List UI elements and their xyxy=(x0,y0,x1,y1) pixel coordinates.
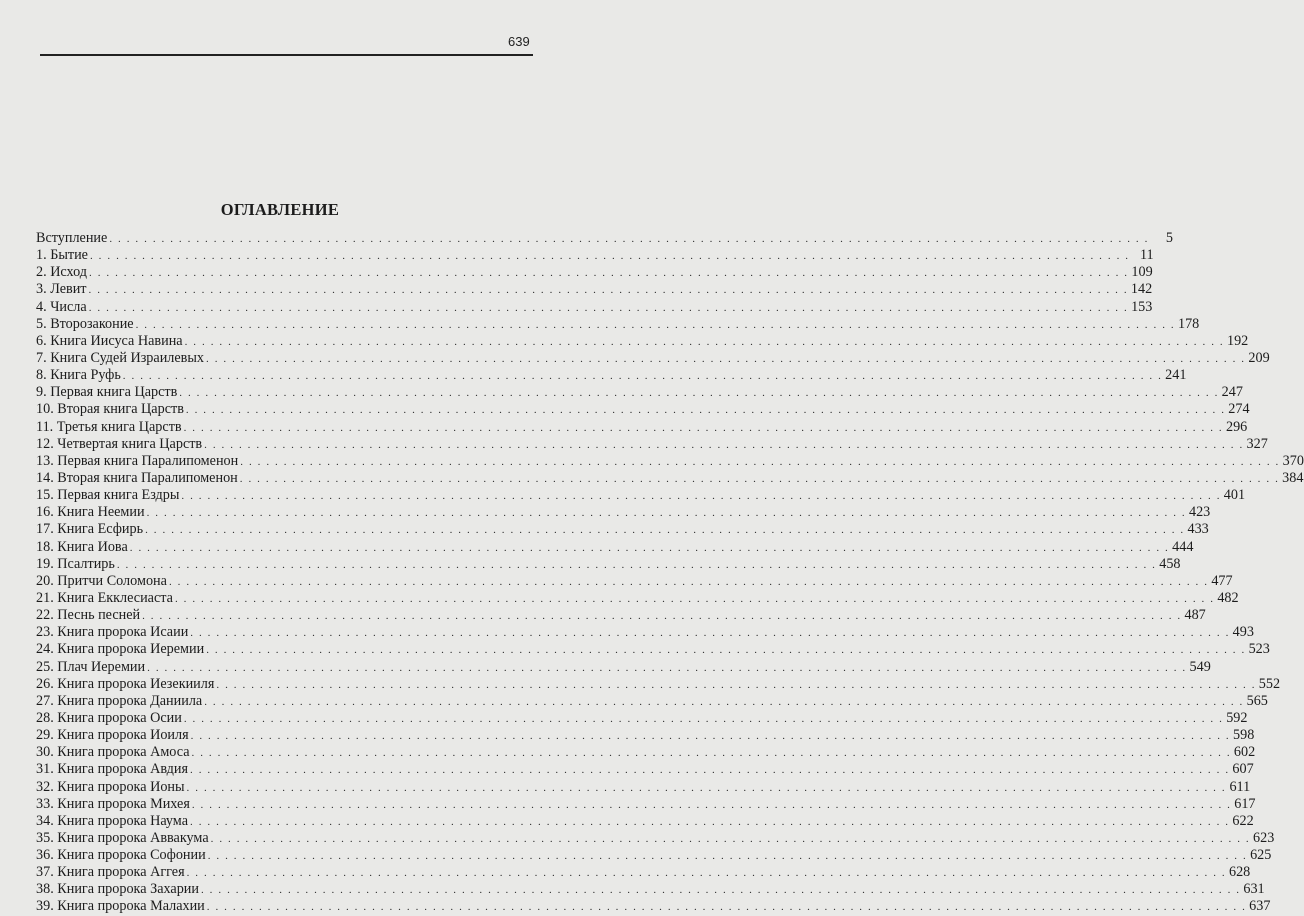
header-rule xyxy=(40,54,533,56)
toc-entry xyxy=(36,315,1200,333)
toc-entry-page: 370 xyxy=(1282,452,1304,469)
dot-leader: . . . . . . . . . . . . . . . . . . . . . . . . . . . . . . . . . . . . . . . . . . . . . . . . . . . . . . . . . . . . . . . . . . . . . . . . . . . . . . . . . . . . . . . . . . . . . . . . . . . . . . . . . . . . . . . . . . . . . . . . xyxy=(185,404,1226,417)
toc-entry-title: 30. Книга пророка Амоса xyxy=(36,744,190,761)
toc-entry-title: 35. Книга пророка Аввакума xyxy=(36,829,209,846)
toc-entry xyxy=(36,298,1153,316)
dot-leader: . . . . . . . . . . . . . . . . . . . . . . . . . . . . . . . . . . . . . . . . . . . . . . . . . . . . . . . . . . . . . . . . . . . . . . . . . . . . . . . . . . . . . . . . . . . . . . . . . . . . . . . . . . . . . . . . . . . . . . . . xyxy=(147,661,1187,674)
dot-leader: . . . . . . . . . . . . . . . . . . . . . . . . . . . . . . . . . . . . . . . . . . . . . . . . . . . . . . . . . . . . . . . . . . . . . . . . . . . . . . . . . . . . . . . . . . . . . . . . . . . . . . . . . . . . . . . . . . . . . . . . xyxy=(191,798,1232,811)
toc-entry xyxy=(36,504,1211,521)
toc-entry xyxy=(36,778,1251,796)
toc-entry-page: 247 xyxy=(1221,384,1243,401)
toc-entry xyxy=(36,264,1153,281)
toc-entry xyxy=(36,230,1173,247)
toc-entry xyxy=(36,384,1243,401)
toc-entry xyxy=(36,881,1265,898)
dot-leader: . . . . . . . . . . . . . . . . . . . . . . . . . . . . . . . . . . . . . . . . . . . . . . . . . . . . . . . . . . . . . . . . . . . . . . . . . . . . . . . . . . . . . . . . . . . . . . . . . . . . . . . . . . . . . . . . . . . . . . . . xyxy=(146,507,1187,520)
toc-entry-title: 19. Псалтирь xyxy=(36,555,115,572)
dot-leader: . . . . . . . . . . . . . . . . . . . . . . . . . . . . . . . . . . . . . . . . . . . . . . . . . . . . . . . . . . . . . . . . . . . . . . . . . . . . . . . . . . . . . . . . . . . . . . . . . . . . . . . . . . . . . . . . . . . . . . . . xyxy=(200,884,1241,897)
toc-entry-page: 493 xyxy=(1232,624,1254,641)
toc-entry-title: 9. Первая книга Царств xyxy=(36,384,178,401)
toc-entry-title: 33. Книга пророка Михея xyxy=(36,795,190,812)
dot-leader: . . . . . . . . . . . . . . . . . . . . . . . . . . . . . . . . . . . . . . . . . . . . . . . . . . . . . . . . . . . . . . . . . . . . . . . . . . . . . . . . . . . . . . . . . . . . . . . . . . . . . . . . . . . . . . . . . . . . . . . . xyxy=(186,867,1227,880)
dot-leader: . . . . . . . . . . . . . . . . . . . . . . . . . . . . . . . . . . . . . . . . . . . . . . . . . . . . . . . . . . . . . . . . . . . . . . . . . . . . . . . . . . . . . . . . . . . . . . . . . . . . . . . . . . . . . . . . . . . . . . . . xyxy=(183,712,1224,725)
toc-entry-page: 611 xyxy=(1229,778,1251,795)
dot-leader: . . . . . . . . . . . . . . . . . . . . . . . . . . . . . . . . . . . . . . . . . . . . . . . . . . . . . . . . . . . . . . . . . . . . . . . . . . . . . . . . . . . . . . . . . . . . . . . . . . . . . . . . . . . . . . . . . . . . . . . . xyxy=(207,850,1248,863)
toc-entry xyxy=(36,469,1304,487)
toc-entry-title: 17. Книга Есфирь xyxy=(36,521,144,538)
toc-entry xyxy=(36,829,1275,847)
toc-entry xyxy=(36,589,1239,607)
dot-leader: . . . . . . . . . . . . . . . . . . . . . . . . . . . . . . . . . . . . . . . . . . . . . . . . . . . . . . . . . . . . . . . . . . . . . . . . . . . . . . . . . . . . . . . . . . . . . . . . . . . . . . . . . . . . . . . . . . . . . . . . xyxy=(184,335,1225,348)
toc-entry xyxy=(36,487,1246,504)
dot-leader: . . . . . . . . . . . . . . . . . . . . . . . . . . . . . . . . . . . . . . . . . . . . . . . . . . . . . . . . . . . . . . . . . . . . . . . . . . . . . . . . . . . . . . . . . . . . . . . . . . . . . . . . . . . . . . . . . . . . . . . . xyxy=(89,267,1129,280)
toc-entry xyxy=(36,675,1281,693)
toc-entry xyxy=(36,247,1154,264)
dot-leader: . . . . . . . . . . . . . . . . . . . . . . . . . . . . . . . . . . . . . . . . . . . . . . . . . . . . . . . . . . . . . . . . . . . . . . . . . . . . . . . . . . . . . . . . . . . . . . . . . . . . . . . . . . . . . . . . . . . . . . . . xyxy=(122,370,1163,383)
toc-entry xyxy=(36,349,1270,367)
dot-leader: . . . . . . . . . . . . . . . . . . . . . . . . . . . . . . . . . . . . . . . . . . . . . . . . . . . . . . . . . . . . . . . . . . . . . . . . . . . . . . . . . . . . . . . . . . . . . . . . . . . . . . . . . . . . . . . . . . . . . . . . xyxy=(210,832,1251,845)
toc-entry-page: 433 xyxy=(1187,521,1209,538)
dot-leader: . . . . . . . . . . . . . . . . . . . . . . . . . . . . . . . . . . . . . . . . . . . . . . . . . . . . . . . . . . . . . . . . . . . . . . . . . . . . . . . . . . . . . . . . . . . . . . . . . . . . . . . . . . . . . . . . . . . . . . . . xyxy=(88,301,1129,314)
toc-entry xyxy=(36,521,1209,538)
dot-leader: . . . . . . . . . . . . . . . . . . . . . . . . . . . . . . . . . . . . . . . . . . . . . . . . . . . . . . . . . . . . . . . . . . . . . . . . . . . . . . . . . . . . . . . . . . . . . . . . . . . . . . . . . . . . . . . . . . . . . . . . xyxy=(142,610,1182,623)
dot-leader: . . . . . . . . . . . . . . . . . . . . . . . . . . . . . . . . . . . . . . . . . . . . . . . . . . . . . . . . . . . . . . . . . . . . . . . . . . . . . . . . . . . . . . . . . . . . . . . . . . . . . . . . . . . . . . . . . . . . . . . . xyxy=(168,575,1209,588)
toc-entry-page: 241 xyxy=(1165,367,1187,384)
toc-entry-page: 444 xyxy=(1172,538,1194,555)
toc-entry-title: 27. Книга пророка Даниила xyxy=(36,692,203,709)
toc-entry-title: 14. Вторая книга Паралипоменон xyxy=(36,469,238,486)
toc-entry-page: 384 xyxy=(1282,469,1304,486)
page-title: ОГЛАВЛЕНИЕ xyxy=(220,200,340,220)
toc-entry-page: 607 xyxy=(1232,761,1254,778)
toc-entry xyxy=(36,744,1256,761)
toc-entry-title: 31. Книга пророка Авдия xyxy=(36,761,189,778)
toc-entry-title: 23. Книга пророка Исаии xyxy=(36,624,189,641)
toc-entry-page: 523 xyxy=(1248,641,1270,658)
dot-leader: . . . . . . . . . . . . . . . . . . . . . . . . . . . . . . . . . . . . . . . . . . . . . . . . . . . . . . . . . . . . . . . . . . . . . . . . . . . . . . . . . . . . . . . . . . . . . . . . . . . . . . . . . . . . . . . . . . . . . . . . xyxy=(216,678,1257,691)
toc-entry-title: 4. Числа xyxy=(36,298,87,315)
toc-entry-page: 5 xyxy=(1165,230,1173,246)
toc-entry-title: 15. Первая книга Ездры xyxy=(36,487,180,504)
toc-entry-page: 637 xyxy=(1249,898,1271,915)
dot-leader: . . . . . . . . . . . . . . . . . . . . . . . . . . . . . . . . . . . . . . . . . . . . . . . . . . . . . . . . . . . . . . . . . . . . . . . . . . . . . . . . . . . . . . . . . . . . . . . . . . . . . . . . . . . . . . . . . . . . . . . . xyxy=(88,284,1129,297)
toc-entry-page: 209 xyxy=(1248,349,1270,366)
dot-leader: . . . . . . . . . . . . . . . . . . . . . . . . . . . . . . . . . . . . . . . . . . . . . . . . . . . . . . . . . . . . . . . . . . . . . . . . . . . . . . . . . . . . . . . . . . . . . . . . . . . . . . . . . . . . . . . . . . . . . . . . xyxy=(190,627,1230,640)
toc-entry-page: 623 xyxy=(1253,829,1275,846)
toc-entry-title: 5. Второзаконие xyxy=(36,315,134,332)
dot-leader: . . . . . . . . . . . . . . . . . . . . . . . . . . . . . . . . . . . . . . . . . . . . . . . . . . . . . . . . . . . . . . . . . . . . . . . . . . . . . . . . . . . . . . . . . . . . . . . . . . . . . . . . . . . . . . . . . . . . . . . . xyxy=(183,421,1224,434)
toc-entry-page: 592 xyxy=(1226,709,1248,726)
dot-leader: . . . . . . . . . . . . . . . . . . . . . . . . . . . . . . . . . . . . . . . . . . . . . . . . . . . . . . . . . . . . . . . . . . . . . . . . . . . . . . . . . . . . . . . . . . . . . . . . . . . . . . . . . . . . . . . . . . . . . . . . xyxy=(186,781,1227,794)
toc-entry-title: 32. Книга пророка Ионы xyxy=(36,778,185,795)
toc-entry xyxy=(36,624,1254,641)
toc-entry xyxy=(36,864,1251,881)
toc-entry-title: 13. Первая книга Паралипоменон xyxy=(36,452,239,469)
toc-entry xyxy=(36,401,1250,418)
dot-leader: . . . . . . . . . . . . . . . . . . . . . . . . . . . . . . . . . . . . . . . . . . . . . . . . . . . . . . . . . . . . . . . . . . . . . . . . . . . . . . . . . . . . . . . . . . . . . . . . . . . . . . . . . . . . . . . . . . . . . . . . xyxy=(179,387,1219,400)
toc-entry-title: 36. Книга пророка Софонии xyxy=(36,847,206,864)
toc-entry-title: 34. Книга пророка Наума xyxy=(36,812,188,829)
toc-entry-title: 6. Книга Иисуса Навина xyxy=(36,332,183,349)
toc-entry-page: 192 xyxy=(1226,332,1249,349)
dot-leader: . . . . . . . . . . . . . . . . . . . . . . . . . . . . . . . . . . . . . . . . . . . . . . . . . . . . . . . . . . . . . . . . . . . . . . . . . . . . . . . . . . . . . . . . . . . . . . . . . . . . . . . . . . . . . . . . . . . . . . . . xyxy=(116,558,1157,571)
toc-entry-page: 617 xyxy=(1234,795,1256,812)
toc-entry-page: 153 xyxy=(1131,298,1153,315)
toc-entry-page: 598 xyxy=(1233,727,1255,744)
dot-leader: . . . . . . . . . . . . . . . . . . . . . . . . . . . . . . . . . . . . . . . . . . . . . . . . . . . . . . . . . . . . . . . . . . . . . . . . . . . . . . . . . . . . . . . . . . . . . . . . . . . . . . . . . . . . . . . . . . . . . . . . xyxy=(135,318,1176,331)
dot-leader: . . . . . . . . . . . . . . . . . . . . . . . . . . . . . . . . . . . . . . . . . . . . . . . . . . . . . . . . . . . . . . . . . . . . . . . . . . . . . . . . . . . . . . . . . . . . . . . . . . . . . . . . . . . . . . . . . . . . . . . . xyxy=(206,901,1247,914)
toc-entry xyxy=(36,692,1268,710)
toc-entry-page: 602 xyxy=(1233,744,1256,761)
toc-entry-title: 10. Вторая книга Царств xyxy=(36,401,184,418)
toc-entry-title: Вступление xyxy=(36,230,108,246)
toc-entry-page: 296 xyxy=(1225,418,1248,435)
toc-entry xyxy=(36,607,1206,624)
toc-entry-page: 274 xyxy=(1228,401,1250,418)
toc-entry xyxy=(36,538,1194,556)
toc-entry-page: 11 xyxy=(1139,247,1154,264)
toc-entry xyxy=(36,435,1268,453)
toc-entry-page: 109 xyxy=(1131,264,1153,281)
toc-entry-page: 487 xyxy=(1184,607,1206,624)
toc-entry xyxy=(36,727,1255,744)
toc-entry xyxy=(36,898,1271,915)
toc-entry-title: 26. Книга пророка Иезекииля xyxy=(36,675,215,692)
toc-entry-page: 401 xyxy=(1223,487,1246,504)
toc-entry xyxy=(36,452,1304,470)
toc-entry-page: 622 xyxy=(1232,812,1254,829)
toc-entry-page: 327 xyxy=(1246,435,1268,452)
toc-entry xyxy=(36,572,1233,590)
toc-entry-title: 18. Книга Иова xyxy=(36,538,128,555)
dot-leader: . . . . . . . . . . . . . . . . . . . . . . . . . . . . . . . . . . . . . . . . . . . . . . . . . . . . . . . . . . . . . . . . . . . . . . . . . . . . . . . . . . . . . . . . . . . . . . . . . . . . . . . . . . . . . . . . . . . . . . . . xyxy=(191,747,1232,760)
dot-leader: . . . . . . . . . . . . . . . . . . . . . . . . . . . . . . . . . . . . . . . . . . . . . . . . . . . . . . . . . . . . . . . . . . . . . . . . . . . . . . . . . . . . . . . . . . . . . . . . . . . . . . . . . . . . . . . . . . . . . . . . xyxy=(204,438,1244,451)
page-number: 639 xyxy=(508,34,530,49)
toc-entry xyxy=(36,709,1248,727)
toc-entry-title: 38. Книга пророка Захарии xyxy=(36,881,199,898)
dot-leader: . . . . . . . . . . . . . . . . . . . . . . . . . . . . . . . . . . . . . . . . . . . . . . . . . . . . . . . . . . . . . . . . . . . . . . . . . . . . . . . . . . . . . . . . . . . . . . . . . . . . . . . . . . . . . . . . . . . . . . . . xyxy=(129,541,1170,554)
toc-entry xyxy=(36,367,1187,384)
dot-leader: . . . . . . . . . . . . . . . . . . . . . . . . . . . . . . . . . . . . . . . . . . . . . . . . . . . . . . . . . . . . . . . . . . . . . . . . . . . . . . . . . . . . . . . . . . . . . . . . . . . . . . . . . . . . . . . . . . . . . . . . xyxy=(174,592,1215,605)
toc-entry-page: 552 xyxy=(1258,675,1281,692)
toc-entry-page: 423 xyxy=(1188,504,1211,521)
toc-entry-title: 16. Книга Неемии xyxy=(36,504,145,521)
toc-entry-page: 477 xyxy=(1211,572,1233,589)
toc-entry-title: 37. Книга пророка Аггея xyxy=(36,864,185,881)
toc-entry-title: 24. Книга пророка Иеремии xyxy=(36,641,205,658)
toc-entry xyxy=(36,795,1256,813)
toc-entry xyxy=(36,658,1211,676)
toc-entry-title: 12. Четвертая книга Царств xyxy=(36,435,203,452)
dot-leader: . . . . . . . . . . . . . . . . . . . . . . . . . . . . . . . . . . . . . . . . . . . . . . . . . . . . . . . . . . . . . . . . . . . . . . . . . . . . . . . . . . . . . . . . . . . . . . . . . . . . . . . . . . . . . . . . . . . . . . . . xyxy=(181,490,1222,503)
toc-entry xyxy=(36,847,1272,864)
toc-entry-title: 8. Книга Руфь xyxy=(36,367,121,384)
toc-entry-title: 22. Песнь песней xyxy=(36,607,141,624)
toc-entry-title: 2. Исход xyxy=(36,264,87,281)
toc-entry-title: 25. Плач Иеремии xyxy=(36,658,146,675)
dot-leader: . . . . . . . . . . . . . . . . . . . . . . . . . . . . . . . . . . . . . . . . . . . . . . . . . . . . . . . . . . . . . . . . . . . . . . . . . . . . . . . . . . . . . . . . . . . . . . . . . . . . . . . . . . . . . . . . . . . . . . . . xyxy=(240,455,1280,468)
dot-leader: . . . . . . . . . . . . . . . . . . . . . . . . . . . . . . . . . . . . . . . . . . . . . . . . . . . . . . . . . . . . . . . . . . . . . . . . . . . . . . . . . . . . . . . . . . . . . . . . . . . . . . . . . . . . . . . . . . . . . . . . xyxy=(109,233,1149,245)
toc-entry-title: 20. Притчи Соломона xyxy=(36,572,167,589)
toc-entry-page: 549 xyxy=(1189,658,1211,675)
toc-entry-title: 11. Третья книга Царств xyxy=(36,418,182,435)
toc-entry-page: 625 xyxy=(1250,847,1272,864)
dot-leader: . . . . . . . . . . . . . . . . . . . . . . . . . . . . . . . . . . . . . . . . . . . . . . . . . . . . . . . . . . . . . . . . . . . . . . . . . . . . . . . . . . . . . . . . . . . . . . . . . . . . . . . . . . . . . . . . . . . . . . . . xyxy=(204,695,1244,708)
dot-leader: . . . . . . . . . . . . . . . . . . . . . . . . . . . . . . . . . . . . . . . . . . . . . . . . . . . . . . . . . . . . . . . . . . . . . . . . . . . . . . . . . . . . . . . . . . . . . . . . . . . . . . . . . . . . . . . . . . . . . . . . xyxy=(206,352,1246,365)
dot-leader: . . . . . . . . . . . . . . . . . . . . . . . . . . . . . . . . . . . . . . . . . . . . . . . . . . . . . . . . . . . . . . . . . . . . . . . . . . . . . . . . . . . . . . . . . . . . . . . . . . . . . . . . . . . . . . . . . . . . . . . . xyxy=(190,764,1230,777)
toc-entry-title: 39. Книга пророка Малахии xyxy=(36,898,205,915)
toc-entry-title: 28. Книга пророка Осии xyxy=(36,709,182,726)
dot-leader: . . . . . . . . . . . . . . . . . . . . . . . . . . . . . . . . . . . . . . . . . . . . . . . . . . . . . . . . . . . . . . . . . . . . . . . . . . . . . . . . . . . . . . . . . . . . . . . . . . . . . . . . . . . . . . . . . . . . . . . . xyxy=(206,644,1246,657)
toc-entry xyxy=(36,418,1248,436)
toc-entry-title: 29. Книга пророка Иоиля xyxy=(36,727,189,744)
dot-leader: . . . . . . . . . . . . . . . . . . . . . . . . . . . . . . . . . . . . . . . . . . . . . . . . . . . . . . . . . . . . . . . . . . . . . . . . . . . . . . . . . . . . . . . . . . . . . . . . . . . . . . . . . . . . . . . . . . . . . . . . xyxy=(89,250,1130,263)
toc-entry xyxy=(36,761,1254,778)
dot-leader: . . . . . . . . . . . . . . . . . . . . . . . . . . . . . . . . . . . . . . . . . . . . . . . . . . . . . . . . . . . . . . . . . . . . . . . . . . . . . . . . . . . . . . . . . . . . . . . . . . . . . . . . . . . . . . . . . . . . . . . . xyxy=(145,524,1185,537)
dot-leader: . . . . . . . . . . . . . . . . . . . . . . . . . . . . . . . . . . . . . . . . . . . . . . . . . . . . . . . . . . . . . . . . . . . . . . . . . . . . . . . . . . . . . . . . . . . . . . . . . . . . . . . . . . . . . . . . . . . . . . . . xyxy=(190,815,1230,828)
toc-entry-page: 142 xyxy=(1130,281,1153,298)
toc-entry-page: 565 xyxy=(1246,692,1268,709)
toc-entry-title: 1. Бытие xyxy=(36,247,88,264)
toc-entry xyxy=(36,332,1249,350)
toc-entry xyxy=(36,812,1254,830)
toc-entry-page: 482 xyxy=(1217,589,1239,606)
toc-entry xyxy=(36,281,1153,298)
toc-entry-title: 3. Левит xyxy=(36,281,87,298)
table-of-contents xyxy=(36,230,1304,916)
toc-entry-page: 178 xyxy=(1177,315,1200,332)
toc-entry-title: 7. Книга Судей Израилевых xyxy=(36,349,204,366)
toc-entry-page: 631 xyxy=(1243,881,1265,898)
dot-leader: . . . . . . . . . . . . . . . . . . . . . . . . . . . . . . . . . . . . . . . . . . . . . . . . . . . . . . . . . . . . . . . . . . . . . . . . . . . . . . . . . . . . . . . . . . . . . . . . . . . . . . . . . . . . . . . . . . . . . . . . xyxy=(190,730,1231,743)
dot-leader: . . . . . . . . . . . . . . . . . . . . . . . . . . . . . . . . . . . . . . . . . . . . . . . . . . . . . . . . . . . . . . . . . . . . . . . . . . . . . . . . . . . . . . . . . . . . . . . . . . . . . . . . . . . . . . . . . . . . . . . . xyxy=(239,472,1280,485)
toc-entry xyxy=(36,641,1270,658)
toc-entry-title: 21. Книга Екклесиаста xyxy=(36,589,173,606)
toc-entry-page: 458 xyxy=(1159,555,1181,572)
toc-entry xyxy=(36,555,1181,573)
toc-entry-page: 628 xyxy=(1228,864,1251,881)
